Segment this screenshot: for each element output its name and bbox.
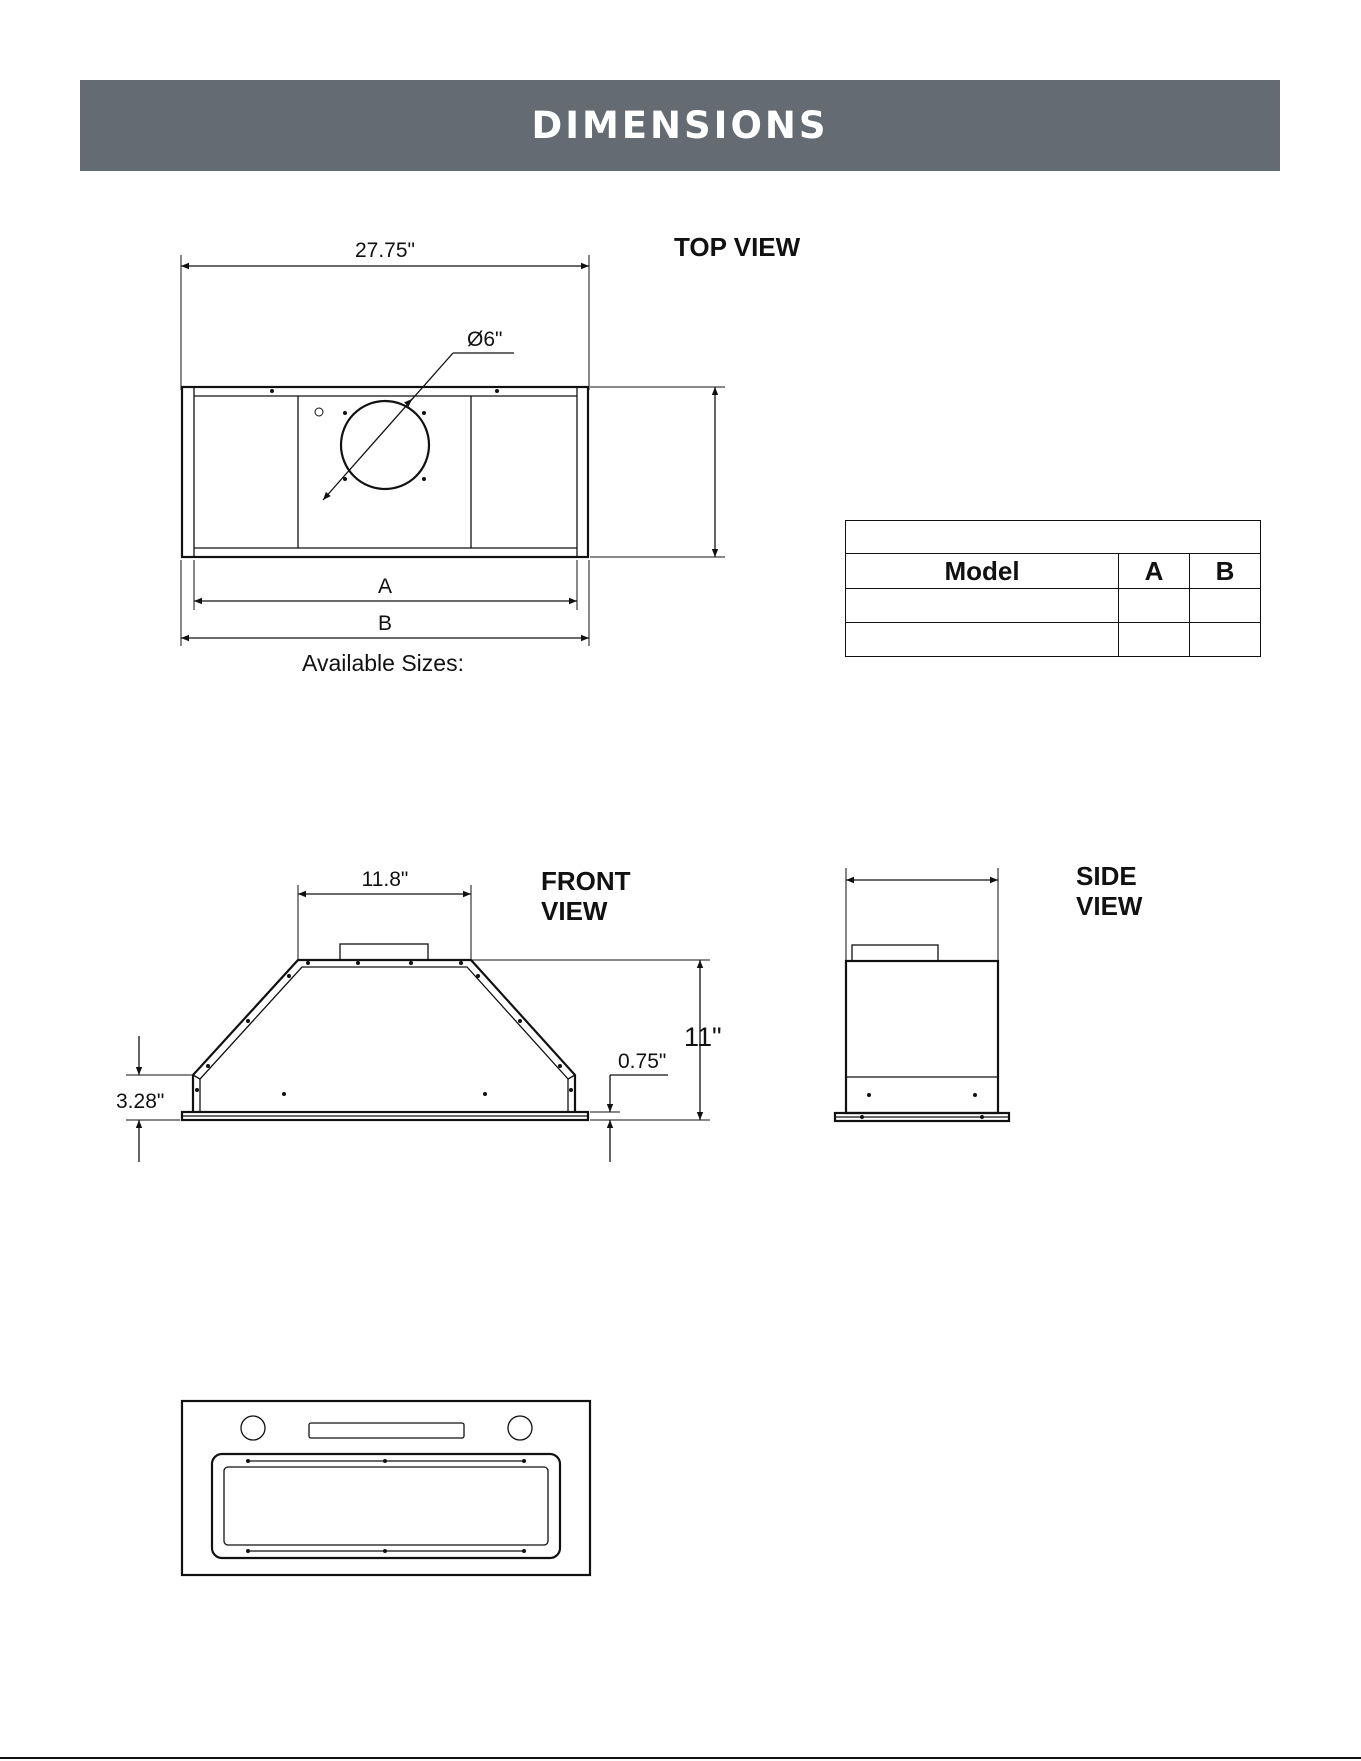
front-side-height-label: 3.28" [116, 1090, 165, 1113]
side-width-dimension [846, 868, 998, 960]
available-sizes-label: Available Sizes: [302, 650, 464, 676]
front-side-height-dimension [116, 1036, 192, 1162]
front-view-label-line2: VIEW [541, 896, 608, 926]
table-cell [1119, 589, 1190, 623]
filter-frame [212, 1454, 560, 1558]
front-top-width-dimension [298, 868, 471, 960]
dim-b-label: B [377, 612, 393, 635]
top-view [181, 232, 801, 676]
section-title: DIMENSIONS [531, 104, 829, 147]
table-cell [846, 589, 1119, 623]
table-cell [1119, 623, 1190, 657]
front-view [116, 866, 722, 1162]
top-width-dimension [181, 239, 589, 390]
top-view-label: TOP VIEW [674, 232, 801, 262]
front-view-body [182, 944, 588, 1120]
side-view-body [835, 945, 1009, 1121]
top-width-label: 27.75" [354, 239, 416, 262]
table-cell [846, 623, 1119, 657]
table-row [846, 623, 1261, 657]
table-header-b: B [1190, 554, 1261, 589]
front-height-dimension [472, 960, 722, 1120]
table-row [846, 589, 1261, 623]
sizes-table-title [846, 521, 1261, 554]
top-depth-dimension [590, 387, 725, 557]
control-panel [309, 1423, 464, 1438]
dim-b [181, 560, 589, 646]
duct-diameter-label: Ø6" [467, 328, 503, 351]
filter [224, 1467, 548, 1545]
dim-a [194, 560, 577, 610]
table-header-a: A [1119, 554, 1190, 589]
duct-collar [341, 401, 429, 489]
side-view-label-line2: VIEW [1076, 891, 1143, 921]
front-height-label: 11" [684, 1022, 722, 1052]
top-view-body [182, 387, 588, 557]
dim-a-label: A [377, 575, 393, 598]
available-sizes-table [845, 520, 1261, 657]
front-top-width-label: 11.8" [361, 868, 409, 891]
side-view-label-line1: SIDE [1076, 861, 1137, 891]
front-base-thickness-label: 0.75" [618, 1050, 667, 1073]
table-cell [1190, 589, 1261, 623]
table-cell [1190, 623, 1261, 657]
front-base-thickness-dimension [590, 1050, 668, 1162]
light-right [508, 1416, 532, 1440]
table-header-model: Model [846, 554, 1119, 589]
bottom-view [182, 1401, 590, 1575]
page-bottom-rule [0, 1757, 1361, 1759]
light-left [241, 1416, 265, 1440]
front-view-label-line1: FRONT [541, 866, 631, 896]
side-view [835, 861, 1143, 1121]
